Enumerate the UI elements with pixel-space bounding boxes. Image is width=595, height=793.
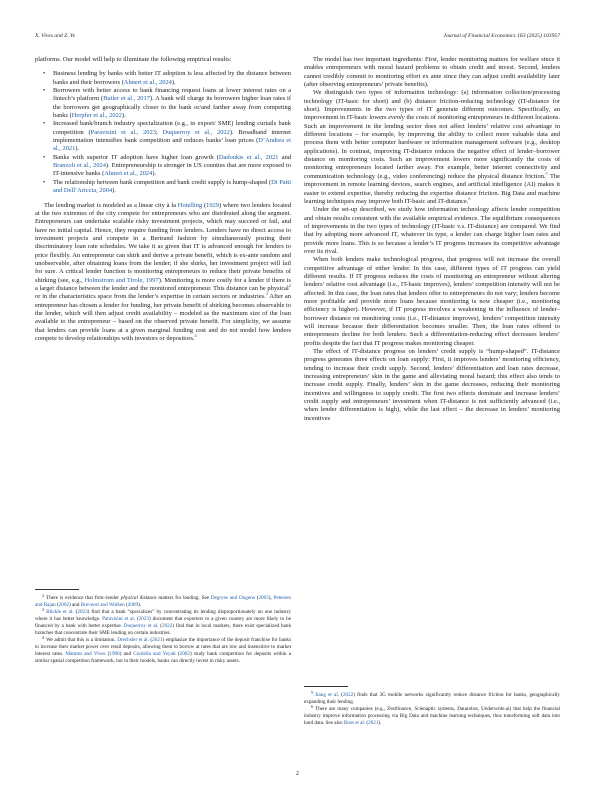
citation-link[interactable]: Ahnert et al., 2024 [104,170,153,178]
citation-link[interactable]: D’Andrea et al., 2021 [53,137,291,153]
running-header [35,33,560,43]
citation-link[interactable]: Boot et al. [343,719,366,726]
header-journal: Journal of Financial Economics 163 (2025) 103957 [443,33,560,39]
list-item: • Borrowers with better access to bank financing request loans at lower interest rates on a fintech’s platform (Butler et al., 2017). A bank will charge its borrowers higher loan rates if the borrowers get geographically closer to the bank or/and farther away from competing banks (Herpfer et al., 2022). [35,87,291,120]
list-item: • Business lending by banks with better IT adoption is less affected by the distance between banks and their borrowers (Ahnert et al., 2024). [35,70,291,87]
body-paragraph: When both lenders make technological progress, that progress will not increase the overall competitive advantage of either lender. In this case, different types of IT progress can yield different results. If IT progress reduces the costs of monitoring an entrepreneur without altering lenders’ relative cost advantage (i.e., IT-basic improves), lenders’ competition intensity will not be affected. In this case, the loan rates that lenders offer to entrepreneurs do not vary; lenders become more profitable and provide more loans because monitoring is now cheaper (i.e., monitoring efficiency is higher). However, if IT progress involves a weakening in the influence of lender–borrower distance on monitoring costs (i.e., IT-distance improves), lenders’ competition intensity will increase because their differentiation becomes smaller. Then, the loan rates offered to entrepreneurs decline for both lenders. Such a differentiation-reducing effect decreases lenders’ profits despite the fact that IT progress makes monitoring cheaper. [304,256,560,347]
citation-link[interactable]: Jiang et al. [315,692,340,698]
citation-link[interactable]: Branzoli et al., 2024 [53,162,106,170]
footnote: $^2$ There is evidence that firm–lender physical distance matters for lending. See Degryse and Ongena (2005), Petersen and Rajan (2002) and Brevoort and Wolken (2009). [35,593,291,608]
citation-link[interactable]: 2021 [152,637,163,644]
intro-paragraph: platforms. Our model will help to illuminate the following empirical results: [35,56,232,63]
body-paragraph: We distinguish two types of information technology: (a) information collection/processing technology (IT-basic for short) and (b) distance friction-reducing technology (IT-distance for short). Improvements in the two types of IT generate different outcomes. Specifically, an improvement in IT-basic lowers evenly the costs of monitoring entrepreneurs in different locations. Such an improvement in the lending sector does not affect lenders’ relative cost advantage in different locations – for example, by improving the ability to collect more valuable data and process them with better computer hardware or information management software (e.g., desktop applications). In contrast, improving IT-distance reduces the negative effect of lender–borrower distance on monitoring costs. Such an improvement lowers more significantly the costs of monitoring entrepreneurs located farther away. For example, better internet connectivity and communication technology (e.g., video conferencing) reduce the physical distance friction.$^5$ The improvement in remote learning devices, search engines, and artificial intelligence (AI) makes it easier to extend expertise, thereby reducing the expertise distance friction. Big Data and machine learning techniques may improve both IT-basic and IT-distance.$^6$ [304,89,560,205]
citation-link[interactable]: 2021 [368,719,379,726]
body-paragraph: The model has two important ingredients: First, lender monitoring matters for welfare since it enables entrepreneurs with moral hazard problems to obtain credit and invest. Second, lenders cannot credibly commit to monitoring effort ex ante since they can adjust credit availability later (after observing entrepreneurs’ private benefits). [304,56,560,89]
model-paragraph: The lending market is modeled as a linear city à la Hotelling (1929) where two lenders located at the two extremes of the city compete for entrepreneurs who are distributed along the segment. Entrepreneurs can undertake scalable risky investment projects, which may succeed or fail, and have no initial capital. Hence, they require funding from lenders. Lenders have no direct access to investment projects and compete in a Bertrand fashion by simultaneously posting their discriminatory loan rate schedules. We take it as given that IT is advanced enough for lenders to price flexibly. An entrepreneur can shirk and derive a private benefit, which is ex-ante random and unobservable, after obtaining loans from the lender; if she shirks, her investment project will fail for sure. A critical lender function is monitoring entrepreneurs to reduce their private benefits of shirking (see, e.g., Holmstrom and Tirole, 1997). Monitoring is more costly for a lender if there is a larger distance between the lender and the monitored entrepreneur. This distance can be physical$^2$ or in the characteristics space from the lender’s expertise in certain sectors or industries.$^3$ After an entrepreneur has chosen a lender for funding, her private benefit of shirking becomes observable to the lender, which will then adjust credit availability – modeled as the maximum size of the loan available to the entrepreneur – based on the observed private benefit. For simplicity, we assume that lenders can provide loans at a given marginal funding cost and do not model how lenders compete to develop relationships with investors or depositors.$^4$ [35,201,291,342]
footnote-ref[interactable]: 4 [194,333,197,338]
citation-link[interactable]: 2022 [342,692,354,698]
citation-link[interactable]: Holmstrom and Tirole, 1997 [84,276,159,284]
citation-link[interactable]: 2023 [77,609,88,616]
header-authors: X. Vives and Z. Ye [35,33,76,39]
citation-link[interactable]: Di Patti and Dell’Ariccia, 2004 [53,178,291,195]
footnote: $^6$ There are many companies (e.g., Zestfinance, Scienaptic systems, Datarobot, Underwrite.ai) that help the financial industry improve information processing via Big Data and machine learning techniques, thus transforming soft data into hard data. See also Boot et al. (2021). [304,704,560,726]
footnote-ref[interactable]: 2 [288,282,291,288]
citation-link[interactable]: 2022 [162,622,173,629]
list-item: • The relationship between bank competition and bank credit supply is hump-shaped (Di Patti and Dell’Ariccia, 2004). [35,179,291,196]
citation-link[interactable]: Butler et al., 2017 [103,95,150,103]
citation-link[interactable]: 2005 [258,595,269,601]
footnotes-left [35,589,291,665]
citation-link[interactable]: 1996 [109,650,120,657]
citation-link[interactable]: Paravisini et al., 2023 [90,128,156,136]
citation-link[interactable]: 2002 [58,601,69,608]
citation-link[interactable]: Petersen and Rajan [35,595,291,608]
citation-link[interactable]: 2009 [127,601,139,608]
citation-link[interactable]: Matutes and Vives [65,650,106,657]
body-paragraph: Under the set-up described, we study how information technology affects lender competition and obtain results consistent with the available empirical evidence. The equilibrium consequences of improvements in the two types of technology (IT-basic v.s. IT-distance) are compared. We find that by adopting more advanced IT, whatever its type, a lender can charge higher loan rates and provide more loans. This is so because a lender’s IT progress increases its competitive advantage over its rival. [304,206,560,255]
footnote-ref[interactable]: 6 [468,195,471,201]
citation-link[interactable]: Cordella and Yeyati [133,650,176,657]
citation-link[interactable]: Brevoort and Wolken [80,601,125,608]
footnote-divider [35,589,79,590]
footnote-ref[interactable]: 5 [545,170,548,176]
citation-link[interactable]: Duquerroy et al., 2022 [162,128,230,136]
footnote-divider [304,686,348,687]
citation-link[interactable]: 2002 [179,650,190,657]
right-column [304,56,560,423]
citation-link[interactable]: Herpfer et al., 2022 [71,112,123,120]
citation-link[interactable]: 2023 [138,616,149,623]
citation-link[interactable]: 1929 [206,201,219,209]
citation-link[interactable]: Dadoukis et al., 2021 [218,153,279,161]
footnote: $^5$ Jiang et al. (2022) finds that 3G mobile networks significantly reduce distance friction for banks, geographically expanding their lending. [304,690,560,705]
footnote: $^3$ Blickle et al. (2023) find that a bank “specializes” by concentrating its lending disproportionately on one industry where it has better knowledge. Paravisini et al. (2023) document that exporters to a given country are more likely to be financed by a bank with better expertise. Duquerroy et al. (2022) find that in local markets, there exist specialized bank branches that concentrate their SME lending on certain industries. [35,607,292,636]
citation-link[interactable]: Duquerroy et al. [123,622,159,629]
footnote-ref[interactable]: 3 [265,291,268,297]
page-number: 2 [296,771,299,777]
left-column [35,56,291,343]
citation-link[interactable]: Drechsler et al. [117,637,149,644]
list-item: • Banks with superior IT adoption have higher loan growth (Dadoukis et al., 2021 and Branzoli et al., 2024). Entrepreneurship is stronger in US counties that are more exposed to IT-intensive banks (Ahnert et al., 2024). [35,154,291,179]
footnote: $^4$ We admit that this is a limitation. Drechsler et al. (2021) emphasize the importance of the deposit franchise for banks to increase their market power over retail deposits, allowing them to borrow at rates that are low and insensitive to market interest rates. Matutes and Vives (1996) and Cordella and Yeyati (2002) study bank competition for deposits within a similar spatial competition framework, but in their models, banks can directly invest in risky assets. [35,635,291,664]
empirical-results-list [35,70,291,195]
body-paragraph: The effect of IT-distance progress on lenders’ credit supply is “hump-shaped”. IT-distance progress generates three effects on loan supply: First, it improves lenders’ monitoring efficiency, tending to increase their credit supply. Second, lenders’ differentiation and loan rates decrease, increasing entrepreneurs’ skin in the game and alleviating moral hazard; this effect also tends to increase credit supply. Finally, lenders’ skin in the game decreases, reducing their monitoring incentives and willingness to supply credit. The first two effects dominate and increase lenders’ credit supply and entrepreneurs’ investment when IT-distance is not sufficiently advanced (i.e., when lender differentiation is high), while the last effect – the decrease in lenders’ monitoring incentives [304,348,560,422]
citation-link[interactable]: Degryse and Ongena [210,595,255,601]
citation-link[interactable]: Hotelling [177,201,203,209]
footnotes-right [304,686,560,727]
citation-link[interactable]: Paravisini et al. [102,616,136,623]
list-item: • Increased bank/branch industry specialization (e.g., in export/ SME) lending curtails bank competition (Paravisini et al., 2023; Duquerroy et al., 2022). Broadband internet implementation intensifies bank competition and reduces banks’ loan prices (D’Andrea et al., 2021). [35,120,291,153]
citation-link[interactable]: Ahnert et al., 2024 [123,78,172,86]
citation-link[interactable]: Blickle et al. [46,609,74,616]
